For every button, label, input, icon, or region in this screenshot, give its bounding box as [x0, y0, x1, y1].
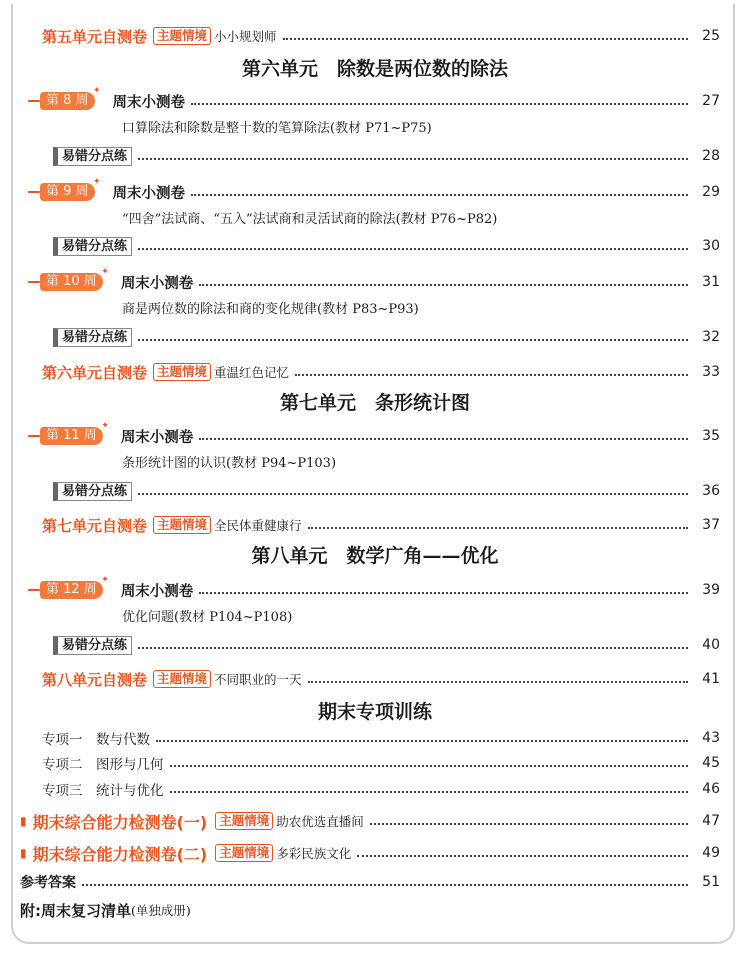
week-badge: 第 11 周 ✦ [28, 427, 103, 445]
unit8-test-row[interactable] [42, 668, 720, 690]
page-number: 39 [702, 582, 720, 598]
week-description: 口算除法和除数是整十数的笔算除法(教材 P71~P75) [122, 121, 432, 136]
mistake-label: 易错分点练 [53, 636, 132, 655]
leader-dots [199, 438, 688, 440]
mistake-label: 易错分点练 [53, 482, 132, 501]
appendix-row[interactable] [20, 899, 191, 921]
week-title: 周末小测卷 [120, 429, 194, 446]
mistake-row[interactable] [53, 634, 720, 656]
final-test-row[interactable] [20, 810, 720, 832]
unit-test-label: 第八单元自测卷 [42, 670, 148, 689]
week-title: 周末小测卷 [112, 185, 186, 202]
week10-row[interactable] [28, 267, 720, 293]
leader-dots [308, 681, 688, 683]
page-number: 40 [702, 637, 720, 653]
unit8-heading: 第八单元 数学广角——优化 [251, 545, 499, 567]
final-test-label: 期末综合能力检测卷(二) [32, 844, 208, 864]
page-number: 35 [702, 428, 720, 444]
final-test-row[interactable] [20, 842, 720, 864]
page-number: 32 [702, 329, 720, 345]
scroll-icon: ▮ [20, 814, 27, 828]
mistake-label: 易错分点练 [53, 147, 132, 166]
page-number: 30 [702, 238, 720, 254]
page-number: 47 [702, 813, 720, 829]
week-title: 周末小测卷 [112, 94, 186, 111]
appendix-label: 周末复习清单 [41, 901, 132, 920]
leader-dots [199, 284, 688, 286]
special-row[interactable] [42, 752, 720, 774]
sparkle-icon: ✦ [101, 421, 109, 431]
leader-dots [283, 38, 688, 40]
leader-dots [138, 158, 688, 160]
leader-dots [138, 493, 688, 495]
page-number: 31 [702, 274, 720, 290]
leader-dots [138, 248, 688, 250]
special-row[interactable] [42, 727, 720, 749]
week-badge: 第 10 周 ✦ [28, 273, 103, 291]
page-number: 49 [702, 845, 720, 861]
theme-text: 小小规划师 [214, 29, 277, 44]
week-badge: 第 8 周 ✦ [28, 92, 95, 110]
theme-tag: 主题情境 [153, 516, 211, 534]
leader-dots [82, 884, 688, 886]
mistake-label: 易错分点练 [53, 237, 132, 256]
week-title: 周末小测卷 [120, 583, 194, 600]
theme-tag: 主题情境 [153, 670, 211, 688]
final-test-label: 期末综合能力检测卷(一) [32, 812, 208, 832]
week9-row[interactable] [28, 177, 720, 203]
unit-test-label: 第六单元自测卷 [42, 363, 148, 382]
week12-row[interactable] [28, 575, 720, 601]
unit6-test-row[interactable] [42, 361, 720, 383]
mistake-row[interactable] [53, 480, 720, 502]
page-number: 29 [702, 184, 720, 200]
page-number: 41 [702, 671, 720, 687]
week8-row[interactable] [28, 86, 720, 112]
theme-text: 全民体重健康行 [214, 518, 302, 533]
theme-text: 多彩民族文化 [276, 846, 352, 861]
leader-dots [308, 527, 688, 529]
theme-tag: 主题情境 [215, 812, 273, 830]
answers-label: 参考答案 [20, 875, 76, 891]
appendix-prefix: 附: [20, 901, 41, 920]
page-number: 25 [702, 28, 720, 44]
mistake-label: 易错分点练 [53, 328, 132, 347]
page-number: 33 [702, 364, 720, 380]
leader-dots [199, 592, 688, 594]
theme-text: 助农优选直播间 [276, 814, 364, 829]
week11-row[interactable] [28, 421, 720, 447]
unit-test-label: 第五单元自测卷 [42, 27, 148, 46]
week-title: 周末小测卷 [120, 275, 194, 292]
leader-dots [370, 823, 688, 825]
scroll-icon: ▮ [20, 846, 27, 860]
week-description: 优化问题(教材 P104~P108) [122, 610, 293, 625]
leader-dots [295, 374, 688, 376]
unit-test-label: 第七单元自测卷 [42, 516, 148, 535]
theme-text: 重温红色记忆 [214, 365, 290, 380]
mistake-row[interactable] [53, 235, 720, 257]
theme-tag: 主题情境 [153, 363, 211, 381]
page-number: 43 [702, 730, 720, 746]
sparkle-icon: ✦ [101, 267, 109, 277]
week-description: 条形统计图的认识(教材 P94~P103) [122, 456, 337, 471]
page-number: 46 [702, 781, 720, 797]
leader-dots [357, 855, 688, 857]
mistake-row[interactable] [53, 326, 720, 348]
page-number: 36 [702, 483, 720, 499]
leader-dots [156, 740, 688, 742]
appendix-note: (单独成册) [131, 903, 191, 918]
theme-tag: 主题情境 [215, 844, 273, 862]
final-heading: 期末专项训练 [317, 701, 432, 723]
page-number: 51 [702, 874, 720, 890]
unit7-heading: 第七单元 条形统计图 [279, 392, 470, 414]
unit6-heading: 第六单元 除数是两位数的除法 [241, 58, 508, 80]
unit7-test-row[interactable] [42, 514, 720, 536]
leader-dots [191, 103, 688, 105]
sparkle-icon: ✦ [93, 86, 101, 96]
theme-tag: 主题情境 [153, 27, 211, 45]
mistake-row[interactable] [53, 145, 720, 167]
week-description: “四舍”法试商、“五入”法试商和灵活试商的除法(教材 P76~P82) [122, 212, 498, 227]
week-description: 商是两位数的除法和商的变化规律(教材 P83~P93) [122, 302, 419, 317]
theme-text: 不同职业的一天 [214, 672, 302, 687]
page-number: 28 [702, 148, 720, 164]
week-badge: 第 9 周 ✦ [28, 183, 95, 201]
page-number: 27 [702, 93, 720, 109]
leader-dots [170, 791, 689, 793]
leader-dots [138, 647, 688, 649]
page-number: 37 [702, 517, 720, 533]
special-row[interactable] [42, 778, 720, 800]
answers-row[interactable] [20, 871, 720, 893]
special-label: 专项一 数与代数 [42, 732, 150, 748]
leader-dots [170, 765, 689, 767]
page-number: 45 [702, 755, 720, 771]
special-label: 专项二 图形与几何 [42, 757, 164, 773]
leader-dots [191, 194, 688, 196]
leader-dots [138, 339, 688, 341]
week-badge: 第 12 周 ✦ [28, 581, 103, 599]
unit5-test-row[interactable] [42, 25, 720, 47]
sparkle-icon: ✦ [93, 177, 101, 187]
sparkle-icon: ✦ [101, 575, 109, 585]
special-label: 专项三 统计与优化 [42, 783, 164, 799]
